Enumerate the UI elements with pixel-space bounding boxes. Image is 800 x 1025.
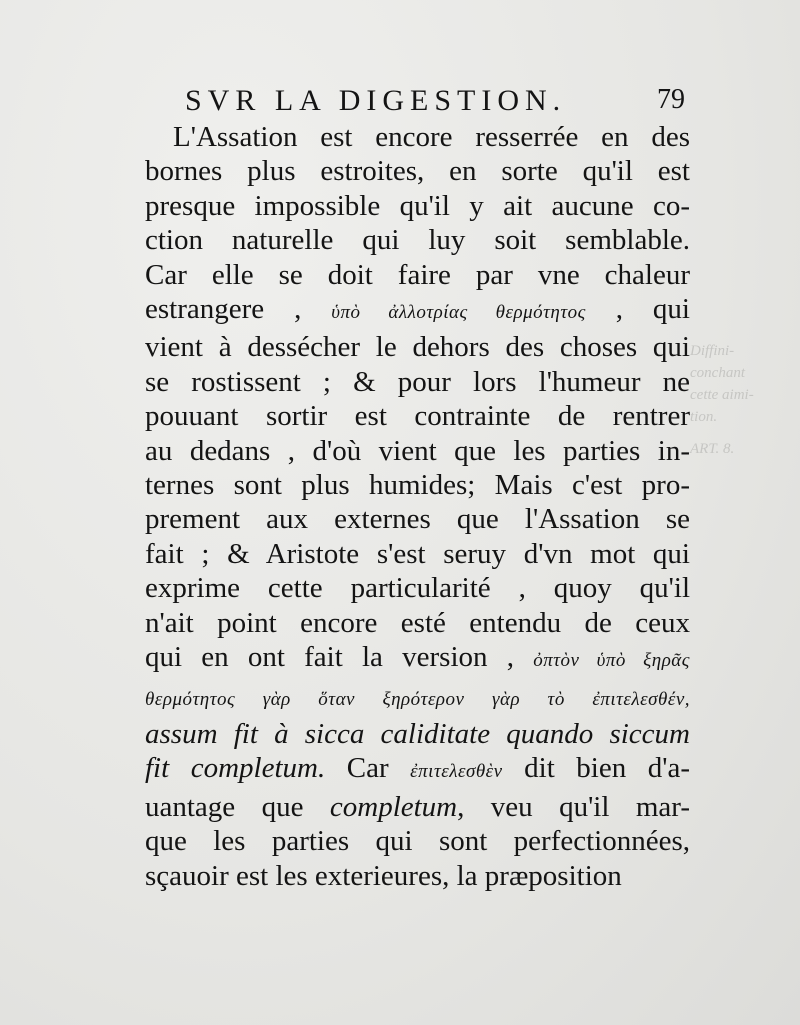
text-span: au dedans , d'où vient que les parties in-	[145, 434, 690, 467]
text-line	[145, 189, 690, 223]
greek-text: ὑπὸ ἀλλοτρίας θερμότητος	[331, 302, 586, 324]
text-span: prement aux externes que l'Assation se	[145, 503, 690, 536]
text-line	[145, 751, 690, 789]
text-line	[145, 571, 690, 605]
text-span: vient à dessécher le dehors des choses qui	[145, 331, 690, 364]
text-span: estrangere ,	[145, 293, 332, 326]
text-line	[145, 859, 690, 893]
bleed-line: cette aimi-	[690, 387, 754, 403]
greek-text: ὀπτὸν ὑπὸ ξηρᾶς	[533, 650, 690, 672]
text-line	[145, 468, 690, 502]
text-line	[145, 790, 690, 824]
text-span: se rostissent ; & pour lors l'humeur ne	[145, 365, 690, 398]
bleed-line: conchant	[690, 365, 745, 381]
running-header	[185, 84, 685, 124]
text-line	[145, 537, 690, 571]
greek-text: ἐπιτελεσθὲν	[410, 761, 503, 783]
text-line	[145, 292, 690, 330]
text-span: n'ait point encore esté entendu de ceux	[145, 606, 690, 639]
greek-text: θερμότητος γὰρ ὅταν ξηρότερον γὰρ τὸ ἐπιτελεσθέν,	[145, 688, 690, 710]
text-span: sçauoir est les exterieures, la præposition	[145, 859, 622, 892]
text-span: ternes sont plus humides; Mais c'est pro-	[145, 469, 690, 502]
text-line	[145, 502, 690, 536]
text-span: pouuant sortir est contrainte de rentrer	[145, 400, 690, 433]
text-line	[145, 824, 690, 858]
text-span: fait ; & Aristote s'est seruy d'vn mot qui	[145, 537, 690, 570]
text-span: Car elle se doit faire par vne chaleur	[145, 258, 690, 291]
text-line	[145, 154, 690, 188]
text-line	[145, 434, 690, 468]
bleed-line: tion.	[690, 409, 718, 425]
latin-italic-text: assum fit à sicca caliditate quando siccum	[145, 717, 690, 750]
text-line	[145, 120, 690, 154]
body-text	[145, 120, 690, 893]
text-line	[145, 640, 690, 678]
latin-italic-text: fit completum.	[145, 752, 326, 785]
running-title: SVR LA DIGESTION.	[185, 84, 567, 117]
text-span: bornes plus estroites, en sorte qu'il est	[145, 155, 690, 188]
text-span: uantage que	[145, 790, 330, 823]
text-line	[145, 223, 690, 257]
text-line	[145, 717, 690, 751]
margin-bleed-through	[690, 340, 800, 470]
text-span: presque impossible qu'il y ait aucune co-	[145, 189, 690, 222]
text-span: dit bien d'a-	[502, 752, 690, 785]
text-span: ction naturelle qui luy soit semblable.	[145, 224, 690, 257]
bleed-line: ART. 8.	[690, 441, 735, 457]
bleed-line: Diffini-	[690, 343, 735, 359]
text-line	[145, 365, 690, 399]
latin-italic-text: completum	[329, 790, 458, 823]
text-line	[145, 679, 690, 717]
text-line	[145, 399, 690, 433]
page-number: 79	[657, 84, 685, 115]
text-span: L'Assation est encore resserrée en des	[173, 121, 690, 153]
text-span: exprime cette particularité , quoy qu'il	[145, 572, 690, 605]
text-line	[145, 330, 690, 364]
text-span: , veu qu'il mar-	[457, 790, 690, 823]
text-span: , qui	[585, 293, 690, 326]
text-span: Car	[325, 752, 411, 785]
text-line	[145, 258, 690, 292]
text-line	[145, 606, 690, 640]
text-span: que les parties qui sont perfectionnées,	[145, 825, 690, 858]
text-span: qui en ont fait la version ,	[145, 641, 534, 674]
